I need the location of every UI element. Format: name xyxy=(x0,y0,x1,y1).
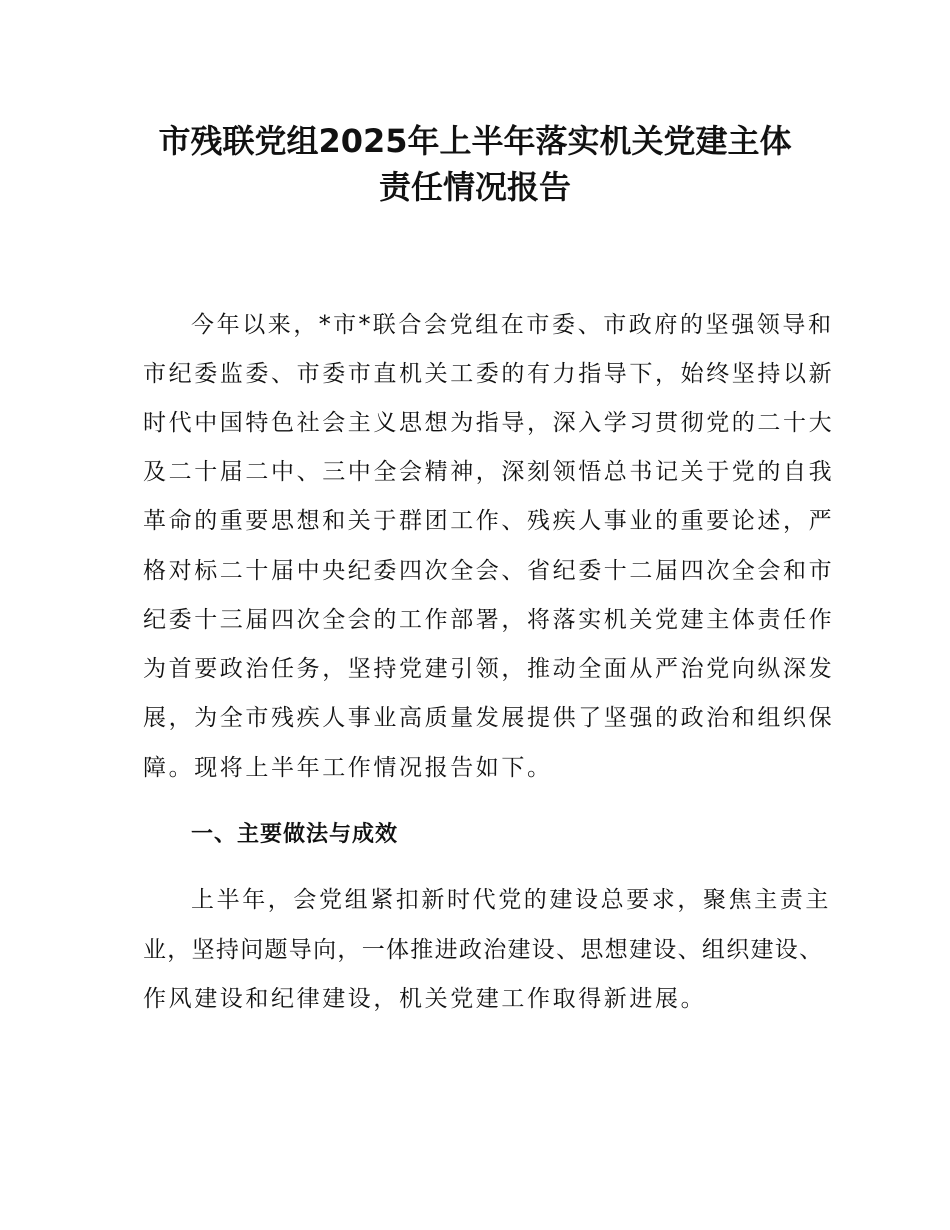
paragraph-2-line-3: 作风建设和纪律建设，机关党建工作取得新进展。 xyxy=(143,986,707,1012)
paragraph-1-line-1: 今年以来，*市*联合会党组在市委、市政府的坚强领导和 xyxy=(191,312,834,338)
paragraph-2-line-1: 上半年，会党组紧扣新时代党的建设总要求，聚焦主责主 xyxy=(191,887,831,913)
paragraph-1-line-3: 时代中国特色社会主义思想为指导，深入学习贯彻党的二十大 xyxy=(143,410,835,436)
paragraph-1-line-6: 格对标二十届中央纪委四次全会、省纪委十二届四次全会和市 xyxy=(143,558,835,584)
paragraph-1-line-4: 及二十届二中、三中全会精神，深刻领悟总书记关于党的自我 xyxy=(143,459,835,485)
document-title-line-1: 市残联党组2025年上半年落实机关党建主体 xyxy=(158,122,792,160)
paragraph-1-line-8: 为首要政治任务，坚持党建引领，推动全面从严治党向纵深发 xyxy=(143,656,835,682)
paragraph-2-line-2: 业，坚持问题导向，一体推进政治建设、思想建设、组织建设、 xyxy=(143,937,824,963)
paragraph-1-line-9: 展，为全市残疾人事业高质量发展提供了坚强的政治和组织保 xyxy=(143,705,835,731)
section-heading-1: 一、主要做法与成效 xyxy=(191,822,399,847)
paragraph-1-line-5: 革命的重要思想和关于群团工作、残疾人事业的重要论述，严 xyxy=(143,508,835,534)
paragraph-1-line-7: 纪委十三届四次全会的工作部署，将落实机关党建主体责任作 xyxy=(143,607,835,633)
paragraph-1-line-2: 市纪委监委、市委市直机关工委的有力指导下，始终坚持以新 xyxy=(143,361,835,387)
document-title-line-2: 责任情况报告 xyxy=(378,168,571,206)
paragraph-1-line-10: 障。现将上半年工作情况报告如下。 xyxy=(143,755,553,781)
